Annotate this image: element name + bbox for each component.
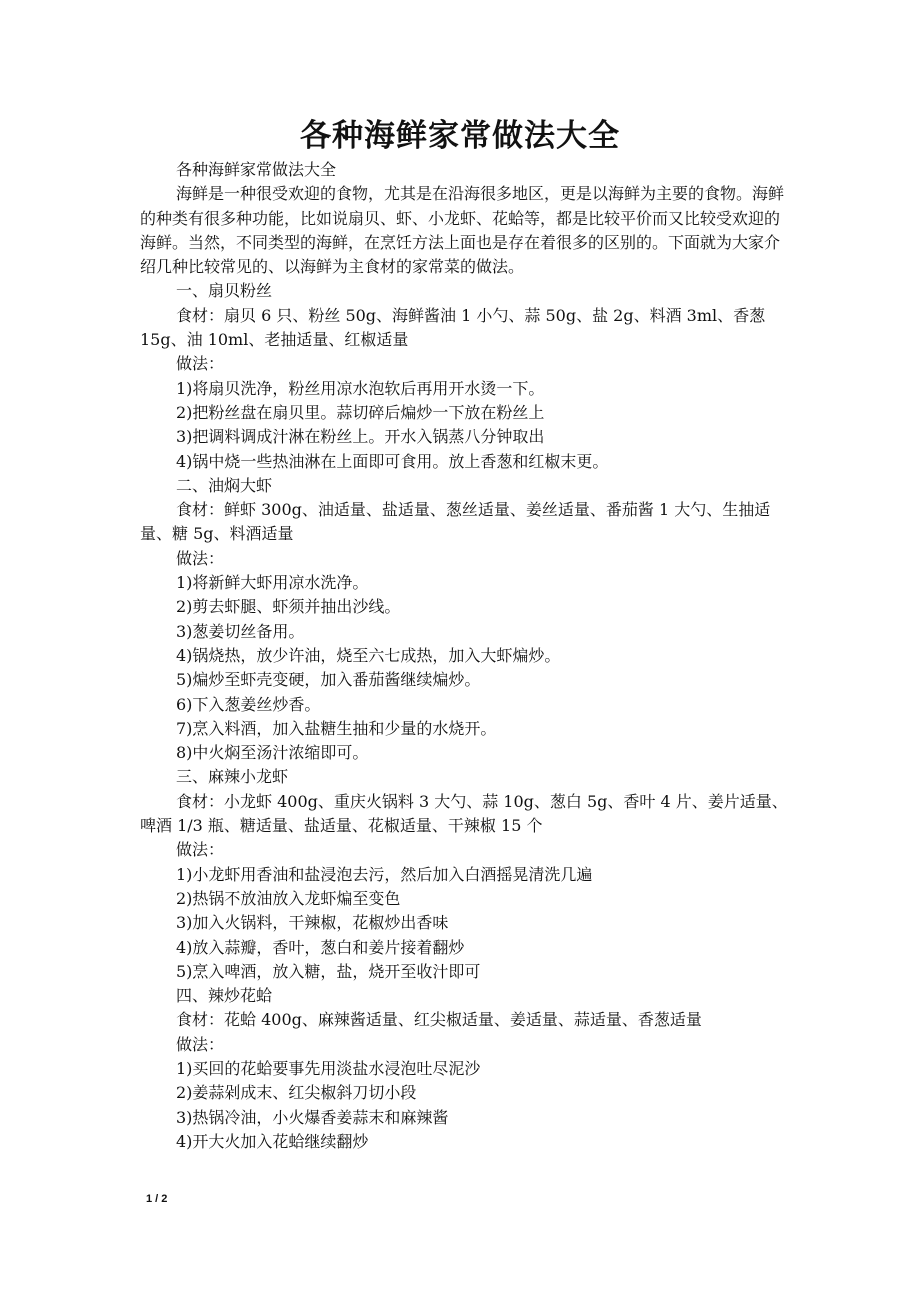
step: 6)下入葱姜丝炒香。: [176, 694, 321, 714]
page-number: 1 / 2: [146, 1193, 168, 1205]
section-heading: 二、油焖大虾: [176, 475, 273, 495]
ingredients: 食材：花蛤 400g、麻辣酱适量、红尖椒适量、姜适量、蒜适量、香葱适量: [176, 1010, 702, 1030]
step: 5)烹入啤酒，放入糖，盐，烧开至收汁即可: [176, 961, 481, 981]
step: 3)热锅冷油，小火爆香姜蒜末和麻辣酱: [176, 1107, 449, 1127]
step: 3)把调料调成汁淋在粉丝上。开水入锅蒸八分钟取出: [176, 427, 545, 447]
document-body: [140, 158, 790, 1154]
method-label: 做法：: [176, 840, 225, 860]
ingredients: 食材：扇贝 6 只、粉丝 50g、海鲜酱油 1 小勺、蒜 50g、盐 2g、料酒 3ml、香葱 15g、油 10ml、老抽适量、红椒适量: [140, 305, 766, 350]
step: 5)煸炒至虾壳变硬，加入番茄酱继续煸炒。: [176, 670, 481, 690]
step: 2)姜蒜剁成末、红尖椒斜刀切小段: [176, 1083, 417, 1103]
section-heading: 一、扇贝粉丝: [176, 281, 273, 301]
step: 7)烹入料酒，加入盐糖生抽和少量的水烧开。: [176, 718, 497, 738]
step: 4)开大火加入花蛤继续翻炒: [176, 1131, 369, 1151]
method-label: 做法：: [176, 354, 225, 374]
step: 1)将扇贝洗净，粉丝用凉水泡软后再用开水烫一下。: [176, 378, 545, 398]
method-label: 做法：: [176, 1034, 225, 1054]
ingredients: 食材：小龙虾 400g、重庆火锅料 3 大勺、蒜 10g、葱白 5g、香叶 4 片、姜片适量、啤酒 1/3 瓶、糖适量、盐适量、花椒适量、干辣椒 15 个: [140, 791, 788, 836]
step: 2)热锅不放油放入龙虾煸至变色: [176, 888, 401, 908]
method-label: 做法：: [176, 548, 225, 568]
step: 1)买回的花蛤要事先用淡盐水浸泡吐尽泥沙: [176, 1058, 481, 1078]
step: 4)锅烧热，放少许油，烧至六七成热，加入大虾煸炒。: [176, 645, 561, 665]
section-heading: 四、辣炒花蛤: [176, 986, 273, 1006]
paragraph: 海鲜是一种很受欢迎的食物，尤其是在沿海很多地区，更是以海鲜为主要的食物。海鲜的种类有很多种功能，比如说扇贝、虾、小龙虾、花蛤等，都是比较平价而又比较受欢迎的海鲜。当然，不同类型的海鲜，在烹饪方法上面也是存在着很多的区别的。下面就为大家介绍几种比较常见的、以海鲜为主食材的家常菜的做法。: [140, 184, 785, 277]
step: 1)将新鲜大虾用凉水洗净。: [176, 573, 369, 593]
step: 2)把粉丝盘在扇贝里。蒜切碎后煸炒一下放在粉丝上: [176, 402, 545, 422]
step: 2)剪去虾腿、虾须并抽出沙线。: [176, 597, 401, 617]
step: 3)葱姜切丝备用。: [176, 621, 305, 641]
page-title: 各种海鲜家常做法大全: [300, 118, 620, 154]
step: 8)中火焖至汤汁浓缩即可。: [176, 743, 369, 763]
step: 4)放入蒜瓣，香叶，葱白和姜片接着翻炒: [176, 937, 465, 957]
paragraph: 各种海鲜家常做法大全: [176, 160, 337, 179]
step: 4)锅中烧一些热油淋在上面即可食用。放上香葱和红椒末更。: [176, 451, 609, 471]
section-heading: 三、麻辣小龙虾: [176, 767, 289, 787]
step: 3)加入火锅料，干辣椒，花椒炒出香味: [176, 913, 449, 933]
ingredients: 食材：鲜虾 300g、油适量、盐适量、葱丝适量、姜丝适量、番茄酱 1 大勺、生抽适量、糖 5g、料酒适量: [140, 500, 771, 544]
step: 1)小龙虾用香油和盐浸泡去污，然后加入白酒摇晃清洗几遍: [176, 864, 593, 884]
